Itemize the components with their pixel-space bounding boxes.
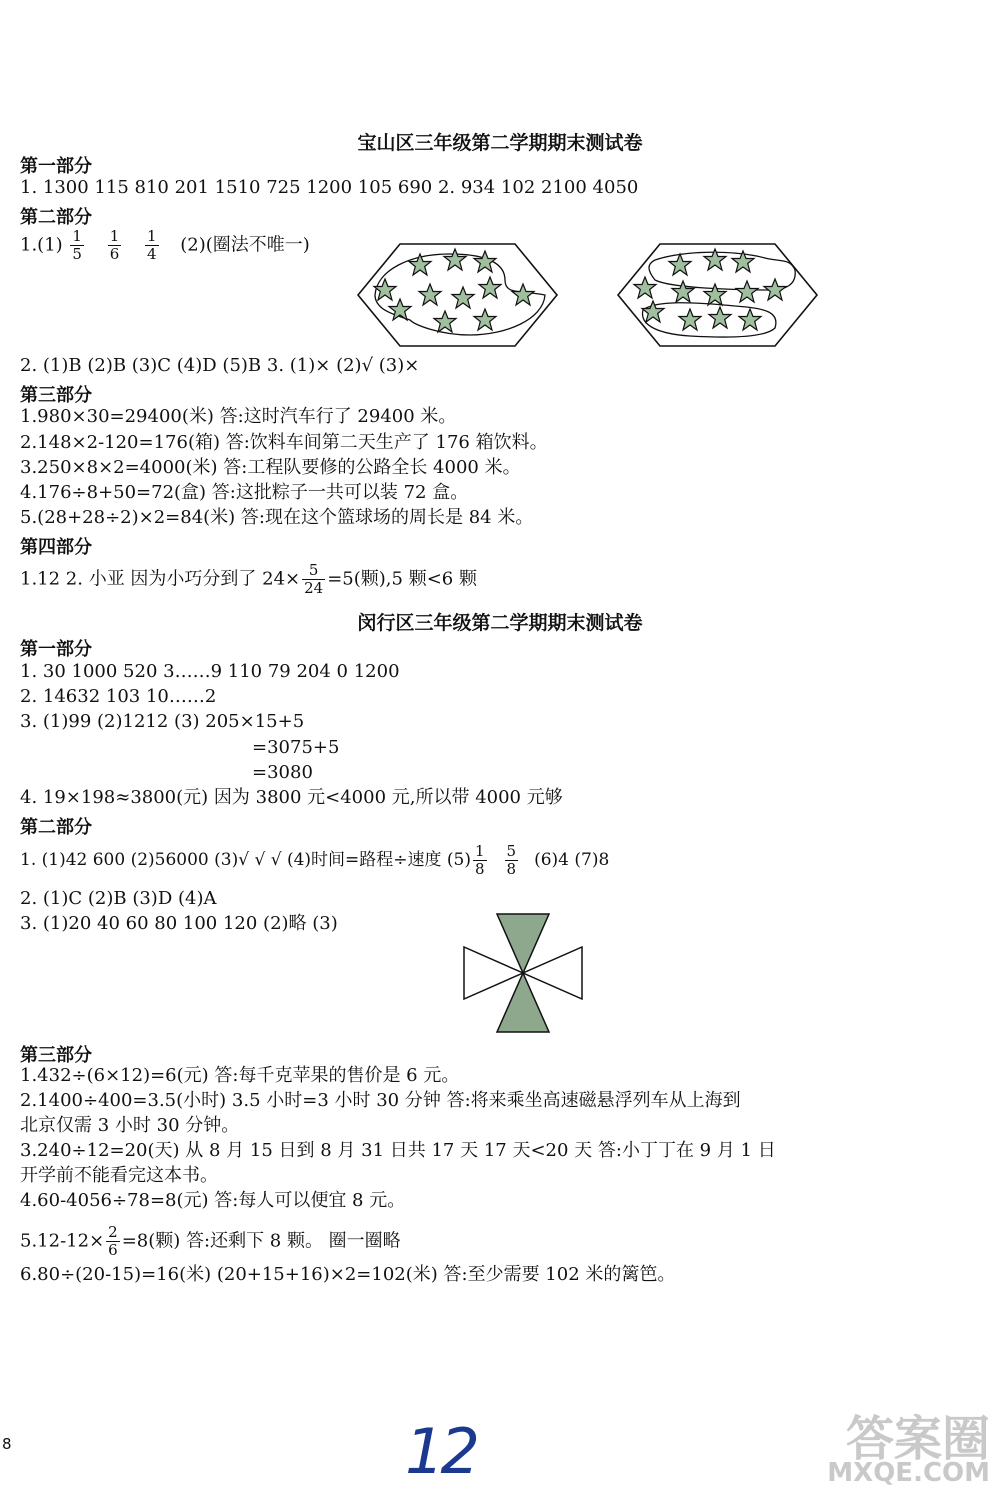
- minhang-part3-line: 4.60-4056÷78=8(元) 答:每人可以便宜 8 元。: [20, 1190, 406, 1211]
- denominator: 6: [109, 245, 120, 263]
- numerator: 1: [72, 227, 82, 245]
- page-number: 8: [2, 1435, 12, 1453]
- denominator: 5: [72, 245, 82, 263]
- minhang-part1-line: =3080: [252, 762, 313, 783]
- minhang-part1-line: 3. (1)99 (2)1212 (3) 205×15+5: [20, 711, 305, 732]
- numerator: 1: [109, 227, 120, 245]
- baoshan-part3-line: 1.980×30=29400(米) 答:这时汽车行了 29400 米。: [20, 406, 457, 427]
- baoshan-part3-line: 4.176÷8+50=72(盒) 答:这批粽子一共可以装 72 盒。: [20, 482, 469, 503]
- minhang-part1-label: 第一部分: [20, 639, 92, 660]
- minhang-part3-line: 3.240÷12=20(天) 从 8 月 15 日到 8 月 31 日共 17 天 17 天<20 天 答:小丁丁在 9 月 1 日: [20, 1140, 776, 1161]
- fraction: [70, 228, 84, 263]
- denominator: 8: [506, 860, 517, 878]
- q5-prefix: 5.12-12×: [20, 1230, 105, 1252]
- hexagon-stars-figure-left: [355, 240, 560, 350]
- baoshan-title: 宝山区三年级第二学期期末测试卷: [357, 132, 643, 154]
- minhang-part3-q5: [20, 1224, 401, 1259]
- minhang-part3-line: 开学前不能看完这本书。: [20, 1165, 218, 1186]
- p4-suffix: =5(颗),5 颗<6 颗: [327, 568, 477, 590]
- q1-prefix: 1. (1)42 600 (2)56000 (3)√ √ √ (4)时间=路程÷速度 (5): [20, 850, 471, 870]
- minhang-part1-line: =3075+5: [252, 737, 340, 758]
- denominator: 4: [146, 245, 157, 263]
- baoshan-part3-label: 第三部分: [20, 385, 92, 406]
- baoshan-part2-q2: 2. (1)B (2)B (3)C (4)D (5)B 3. (1)× (2)√ (3)×: [20, 355, 420, 376]
- handwritten-page-number: 12: [405, 1415, 476, 1488]
- numerator: 2: [108, 1223, 118, 1241]
- watermark-url: MXQE.COM: [827, 1458, 990, 1488]
- baoshan-part1-line: 1. 1300 115 810 201 1510 725 1200 105 690 2. 934 102 2100 4050: [20, 177, 639, 198]
- denominator: 24: [304, 579, 324, 597]
- minhang-part3-line: 2.1400÷400=3.5(小时) 3.5 小时=3 小时 30 分钟 答:将来乘坐高速磁悬浮列车从上海到: [20, 1090, 741, 1111]
- baoshan-part3-line: 3.250×8×2=4000(米) 答:工程队要修的公路全长 4000 米。: [20, 457, 521, 478]
- minhang-part3-line: 北京仅需 3 小时 30 分钟。: [20, 1115, 240, 1136]
- minhang-part1-line: 1. 30 1000 520 3……9 110 79 204 0 1200: [20, 661, 400, 682]
- minhang-part1-line: 4. 19×198≈3800(元) 因为 3800 元<4000 元,所以带 4000 元够: [20, 787, 563, 808]
- minhang-part1-line: 2. 14632 103 10……2: [20, 686, 217, 707]
- windmill-figure: [462, 912, 584, 1034]
- fraction: [145, 228, 159, 263]
- minhang-part2-q1: [20, 843, 609, 878]
- numerator: 1: [146, 227, 157, 245]
- q1-suffix: (6)4 (7)8: [534, 850, 610, 870]
- numerator: 5: [302, 562, 325, 580]
- baoshan-part2-q1: [20, 228, 310, 263]
- minhang-part3-label: 第三部分: [20, 1045, 92, 1066]
- baoshan-part1-label: 第一部分: [20, 156, 92, 177]
- minhang-part2-q3: 3. (1)20 40 60 80 100 120 (2)略 (3): [20, 913, 338, 934]
- minhang-part2-label: 第二部分: [20, 817, 92, 838]
- q1-suffix: (2)(圈法不唯一): [180, 234, 310, 256]
- baoshan-part2-label: 第二部分: [20, 207, 92, 228]
- baoshan-part3-line: 2.148×2-120=176(箱) 答:饮料车间第二天生产了 176 箱饮料。: [20, 432, 548, 453]
- fraction: [108, 228, 122, 263]
- denominator: 6: [108, 1241, 118, 1259]
- fraction: [302, 562, 325, 597]
- p4-prefix: 1.12 2. 小亚 因为小巧分到了 24×: [20, 568, 301, 590]
- baoshan-part4-label: 第四部分: [20, 537, 92, 558]
- fraction: [473, 843, 487, 878]
- watermark-logo: 答案圈: [845, 1411, 990, 1467]
- minhang-part3-q6: 6.80÷(20-15)=16(米) (20+15+16)×2=102(米) 答:至少需要 102 米的篱笆。: [20, 1264, 676, 1285]
- hexagon-stars-figure-right: [615, 240, 820, 350]
- denominator: 8: [475, 860, 485, 878]
- numerator: 1: [475, 842, 485, 860]
- minhang-title: 闵行区三年级第二学期期末测试卷: [357, 612, 643, 634]
- minhang-part2-q2: 2. (1)C (2)B (3)D (4)A: [20, 888, 217, 909]
- q1-prefix: 1.(1): [20, 234, 63, 256]
- fraction: [106, 1224, 120, 1259]
- baoshan-part3-line: 5.(28+28÷2)×2=84(米) 答:现在这个篮球场的周长是 84 米。: [20, 507, 534, 528]
- fraction: [505, 843, 519, 878]
- baoshan-part4-line: [20, 562, 477, 597]
- minhang-part3-line: 1.432÷(6×12)=6(元) 答:每千克苹果的售价是 6 元。: [20, 1065, 460, 1086]
- numerator: 5: [506, 842, 517, 860]
- q5-suffix: =8(颗) 答:还剩下 8 颗。 圈一圈略: [121, 1230, 401, 1252]
